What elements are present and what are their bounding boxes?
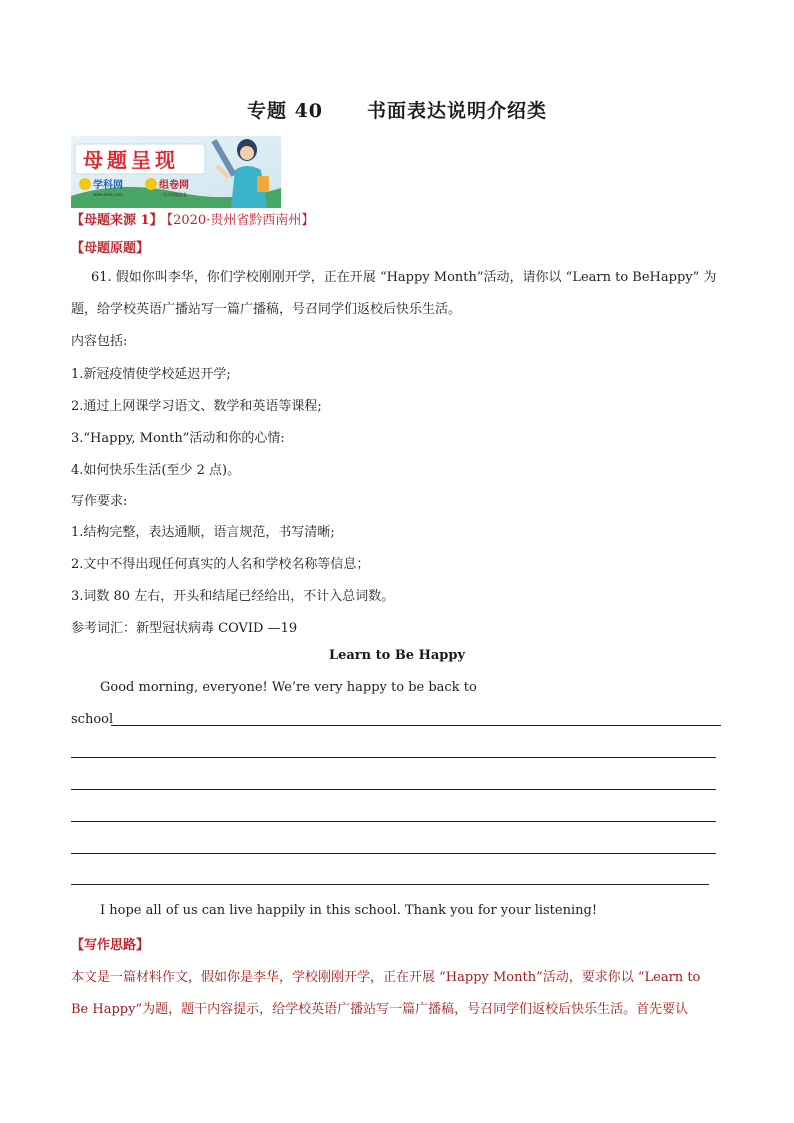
writing-line[interactable] [71, 821, 716, 822]
requirement-item: 2.文中不得出现任何真实的人名和学校名称等信息； [71, 557, 370, 572]
source-label: 【母题来源 1】 [71, 213, 163, 228]
content-item: 3.“Happy, Month”活动和你的心情: [71, 431, 285, 446]
requirements-heading: 写作要求: [71, 494, 128, 509]
svg-text:学科网: 学科网 [93, 180, 123, 191]
banner-heading: 母题呈现 [83, 148, 179, 172]
thinking-label: 【写作思路】 [71, 938, 150, 953]
content-item: 1.新冠疫情使学校延迟开学; [71, 367, 231, 382]
original-label: 【母题原题】 [71, 241, 150, 256]
svg-text:一站式智能组卷: 一站式智能组卷 [159, 192, 187, 197]
requirement-item: 1.结构完整，表达通顺，语言规范，书写清晰; [71, 525, 335, 540]
essay-opening: Good morning, everyone! We’re very happy to be back to [100, 680, 477, 695]
thinking-line-2: Be Happy”为题，题干内容提示，给学校英语广播站写一篇广播稿，号召同学们返校后快乐生活。首先要认 [71, 1002, 689, 1017]
writing-line[interactable] [71, 789, 716, 790]
banner-image [71, 136, 281, 208]
thinking-line-1: 本文是一篇材料作文，假如你是李华，学校刚刚开学，正在开展 “Happy Month”活动，要求你以 “Learn to [71, 970, 701, 985]
content-heading: 内容包括: [71, 334, 128, 349]
vocabulary-line: 参考词汇：新型冠状病毒 COVID —19 [71, 621, 298, 636]
content-item: 4.如何快乐生活(至少 2 点)。 [71, 463, 241, 478]
title-topic-name: 书面表达说明介绍类 [367, 100, 548, 122]
source-value: 【2020·贵州省黔西南州】 [166, 213, 315, 228]
essay-school-word: school [71, 712, 114, 727]
svg-text:组卷网: 组卷网 [159, 180, 189, 191]
requirement-item: 3.词数 80 左右，开头和结尾已经给出，不计入总词数。 [71, 589, 395, 604]
question-line-1: 61. 假如你叫李华，你们学校刚刚开学，正在开展 “Happy Month”活动，请你以 “Learn to BeHappy” 为 [91, 270, 717, 285]
page-title [0, 96, 794, 123]
title-topic-number: 专题 40 [246, 100, 324, 122]
essay-closing: I hope all of us can live happily in this school. Thank you for your listening! [100, 903, 598, 918]
essay-title: Learn to Be Happy [328, 648, 466, 663]
svg-text:www.zxxk.com: www.zxxk.com [93, 192, 123, 197]
question-line-2: 题，给学校英语广播站写一篇广播稿，号召同学们返校后快乐生活。 [71, 302, 462, 317]
writing-line[interactable] [71, 884, 709, 885]
writing-line[interactable] [71, 757, 716, 758]
source-line [71, 209, 314, 228]
writing-line[interactable] [71, 853, 716, 854]
writing-line[interactable] [111, 725, 721, 726]
content-item: 2.通过上网课学习语文、数学和英语等课程; [71, 399, 322, 414]
